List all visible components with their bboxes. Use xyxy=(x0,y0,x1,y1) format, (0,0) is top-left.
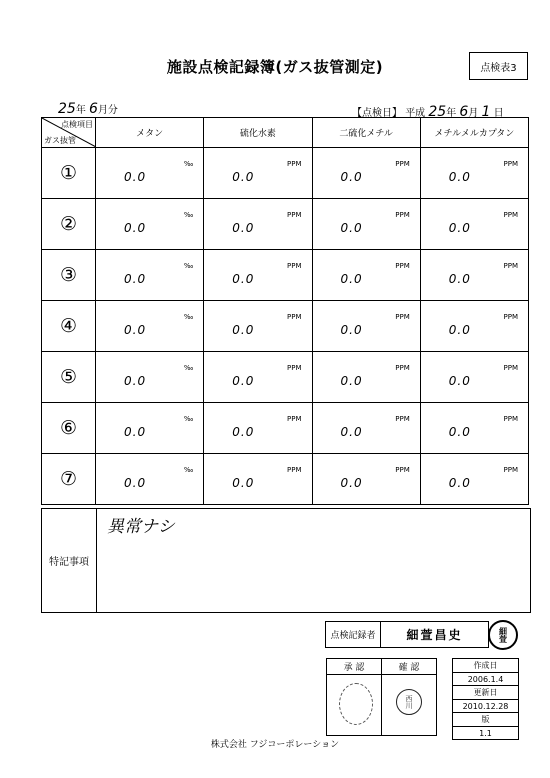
measurement-cell xyxy=(96,301,204,352)
measurement-value: 0.0 xyxy=(232,272,255,286)
period xyxy=(58,101,118,117)
approval-date-stamp xyxy=(339,683,373,725)
updated-label: 更新日 xyxy=(453,686,519,700)
unit-label: PPM xyxy=(395,466,410,474)
measurement-cell xyxy=(420,148,528,199)
table-row xyxy=(42,403,529,454)
unit-label: PPM xyxy=(503,415,518,423)
measurement-value: 0.0 xyxy=(340,425,363,439)
table-row xyxy=(42,250,529,301)
confirm-header: 確 認 xyxy=(382,659,437,675)
unit-label: PPM xyxy=(287,415,302,423)
table-row xyxy=(42,454,529,505)
corner-bottom-label: ガス抜管 xyxy=(44,136,76,145)
inspection-month: 6 xyxy=(459,104,469,120)
recorder-label: 点検記録者 xyxy=(326,622,381,647)
measurement-value: 0.0 xyxy=(124,272,147,286)
table-row xyxy=(42,352,529,403)
unit-label: ‰ xyxy=(183,160,194,168)
measurement-value: 0.0 xyxy=(232,476,255,490)
measurement-value: 0.0 xyxy=(448,374,471,388)
unit-label: PPM xyxy=(395,313,410,321)
confirm-stamp-cell xyxy=(382,675,437,736)
inspection-year-suffix: 年 xyxy=(446,108,457,119)
measurement-cell xyxy=(204,454,312,505)
recorder-name: 細萱昌史 xyxy=(406,628,463,642)
row-number: ③ xyxy=(42,250,96,301)
measurement-cell xyxy=(204,403,312,454)
measurement-cell xyxy=(96,403,204,454)
measurement-value: 0.0 xyxy=(340,221,363,235)
row-number: ⑦ xyxy=(42,454,96,505)
measurement-cell xyxy=(96,454,204,505)
corner-top-label: 点検項目 xyxy=(61,120,93,129)
notes-label: 特記事項 xyxy=(42,509,97,612)
measurement-value: 0.0 xyxy=(340,476,363,490)
measurement-value: 0.0 xyxy=(124,170,147,184)
column-header: メチルメルカプタン xyxy=(420,118,528,148)
measurement-value: 0.0 xyxy=(124,323,147,337)
inspection-month-suffix: 月 xyxy=(468,108,479,119)
unit-label: PPM xyxy=(503,364,518,372)
measurement-cell xyxy=(312,148,420,199)
period-year: 25 xyxy=(58,101,76,117)
unit-label: ‰ xyxy=(183,211,194,219)
inspection-year: 25 xyxy=(428,104,447,120)
confirm-seal-text: 西川 xyxy=(405,695,413,709)
unit-label: PPM xyxy=(287,160,302,168)
measurement-value: 0.0 xyxy=(340,323,363,337)
unit-label: PPM xyxy=(287,211,302,219)
measurement-cell xyxy=(312,301,420,352)
confirm-seal xyxy=(396,689,422,715)
edition-value: 1.1 xyxy=(453,727,519,740)
measurement-value: 0.0 xyxy=(124,221,147,235)
period-month-suffix: 月分 xyxy=(97,105,118,116)
approval-table xyxy=(326,658,437,736)
measurement-cell xyxy=(420,403,528,454)
measurement-value: 0.0 xyxy=(124,476,147,490)
unit-label: ‰ xyxy=(183,364,194,372)
inspection-day: 1 xyxy=(481,104,491,120)
table-row xyxy=(42,199,529,250)
measurement-cell xyxy=(96,352,204,403)
measurement-cell xyxy=(96,250,204,301)
recorder-seal xyxy=(488,620,518,650)
unit-label: PPM xyxy=(503,211,518,219)
measurement-value: 0.0 xyxy=(448,476,471,490)
unit-label: PPM xyxy=(287,364,302,372)
page-title: 施設点検記録簿(ガス抜管測定) xyxy=(166,58,384,76)
inspection-date-era: 平成 xyxy=(405,108,426,119)
measurement-cell xyxy=(312,352,420,403)
unit-label: ‰ xyxy=(183,313,194,321)
table-corner xyxy=(42,118,96,148)
measurement-value: 0.0 xyxy=(448,272,471,286)
measurement-cell xyxy=(312,250,420,301)
table-row xyxy=(42,301,529,352)
unit-label: PPM xyxy=(503,466,518,474)
measurement-cell xyxy=(312,454,420,505)
unit-label: PPM xyxy=(287,262,302,270)
measurement-value: 0.0 xyxy=(340,170,363,184)
measurement-value: 0.0 xyxy=(340,272,363,286)
notes-section xyxy=(41,508,531,613)
edition-label: 版 xyxy=(453,713,519,727)
unit-label: PPM xyxy=(503,160,518,168)
measurement-cell xyxy=(420,250,528,301)
unit-label: PPM xyxy=(395,211,410,219)
measurement-table xyxy=(41,117,529,505)
unit-label: PPM xyxy=(395,262,410,270)
notes-text: 異常ナシ xyxy=(107,517,175,537)
created-label: 作成日 xyxy=(453,659,519,673)
inspection-date-label: 【点検日】 xyxy=(352,108,402,119)
updated-date: 2010.12.28 xyxy=(453,700,519,713)
measurement-cell xyxy=(312,199,420,250)
measurement-value: 0.0 xyxy=(448,425,471,439)
form-number: 点検表3 xyxy=(469,52,528,80)
row-number: ⑤ xyxy=(42,352,96,403)
table-header-row xyxy=(42,118,529,148)
measurement-value: 0.0 xyxy=(124,374,147,388)
measurement-cell xyxy=(420,301,528,352)
measurement-cell xyxy=(204,352,312,403)
unit-label: ‰ xyxy=(183,415,194,423)
measurement-cell xyxy=(420,199,528,250)
measurement-cell xyxy=(204,301,312,352)
version-table xyxy=(452,658,519,740)
measurement-value: 0.0 xyxy=(232,425,255,439)
company-name: 株式会社 フジコーポレーション xyxy=(210,740,340,750)
recorder-seal-text: 細萱 xyxy=(498,627,508,643)
measurement-cell xyxy=(96,199,204,250)
measurement-value: 0.0 xyxy=(232,221,255,235)
unit-label: ‰ xyxy=(183,262,194,270)
unit-label: PPM xyxy=(287,466,302,474)
measurement-value: 0.0 xyxy=(448,170,471,184)
approval-stamp-cell xyxy=(327,675,382,736)
unit-label: ‰ xyxy=(183,466,194,474)
measurement-value: 0.0 xyxy=(232,374,255,388)
unit-label: PPM xyxy=(287,313,302,321)
measurement-cell xyxy=(96,148,204,199)
measurement-cell xyxy=(204,148,312,199)
unit-label: PPM xyxy=(503,313,518,321)
unit-label: PPM xyxy=(395,364,410,372)
measurement-value: 0.0 xyxy=(448,221,471,235)
measurement-cell xyxy=(312,403,420,454)
period-year-suffix: 年 xyxy=(75,105,86,116)
measurement-value: 0.0 xyxy=(232,323,255,337)
inspection-day-suffix: 日 xyxy=(493,108,504,119)
recorder-box xyxy=(325,621,489,648)
measurement-value: 0.0 xyxy=(448,323,471,337)
table-row xyxy=(42,148,529,199)
approval-header: 承 認 xyxy=(327,659,382,675)
measurement-value: 0.0 xyxy=(124,425,147,439)
column-header: 硫化水素 xyxy=(204,118,312,148)
unit-label: PPM xyxy=(395,160,410,168)
row-number: ④ xyxy=(42,301,96,352)
row-number: ⑥ xyxy=(42,403,96,454)
unit-label: PPM xyxy=(503,262,518,270)
column-header: メタン xyxy=(96,118,204,148)
row-number: ① xyxy=(42,148,96,199)
measurement-value: 0.0 xyxy=(340,374,363,388)
measurement-cell xyxy=(420,352,528,403)
row-number: ② xyxy=(42,199,96,250)
period-month: 6 xyxy=(89,101,98,117)
measurement-value: 0.0 xyxy=(232,170,255,184)
measurement-cell xyxy=(420,454,528,505)
unit-label: PPM xyxy=(395,415,410,423)
column-header: 二硫化メチル xyxy=(312,118,420,148)
measurement-cell xyxy=(204,250,312,301)
created-date: 2006.1.4 xyxy=(453,673,519,686)
measurement-cell xyxy=(204,199,312,250)
